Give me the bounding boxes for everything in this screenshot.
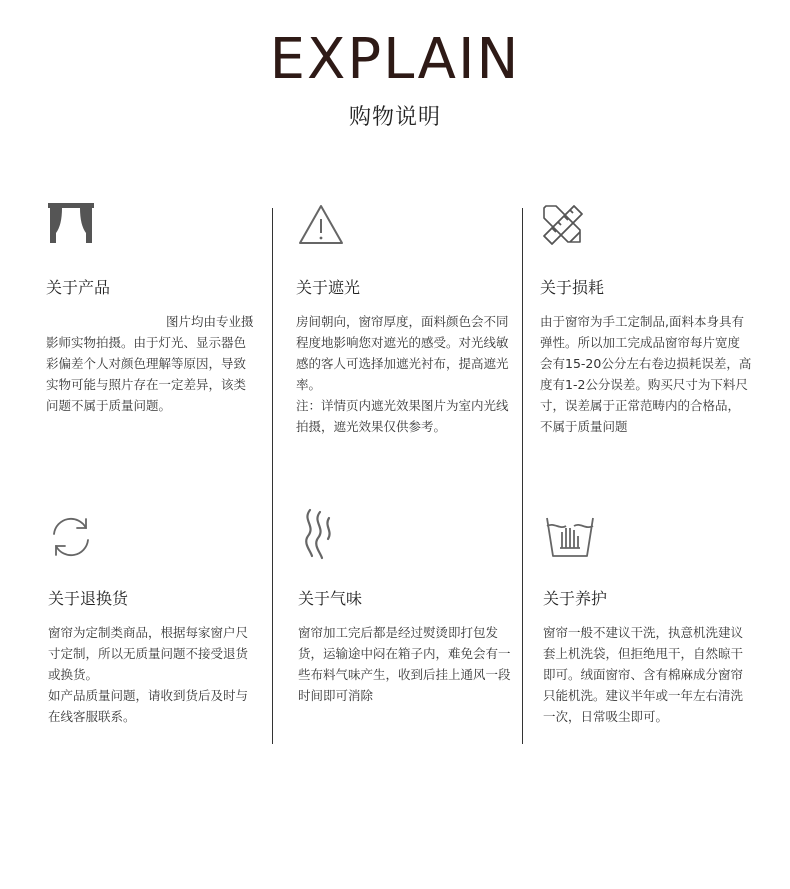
curtain-icon (48, 203, 94, 247)
column-divider (272, 208, 273, 744)
item-paragraph: 房间朝向，窗帘厚度，面料颜色会不同程度地影响您对遮光的感受。对光线敏感的客人可选择加遮光衬布，提高遮光率。 (296, 314, 509, 392)
item-paragraph: 图片均由专业摄影师实物拍摄。由于灯光、显示器色彩偏差个人对颜色理解等原因，导致实物可能与照片存在一定差异，该类问题不属于质量问题。 (46, 314, 254, 413)
item-paragraph: 窗帘为定制类商品，根据每家窗户尺寸定制，所以无质量问题不接受退货或换货。 (48, 625, 249, 682)
column-divider (522, 208, 523, 744)
item-body-return (48, 622, 260, 727)
item-paragraph: 如产品质量问题，请收到货后及时与在线客服联系。 (48, 688, 249, 724)
page-title: EXPLAIN (269, 27, 521, 92)
item-title-loss: 关于损耗 (540, 278, 605, 297)
item-title-product: 关于产品 (46, 278, 111, 297)
item-title-return: 关于退换货 (48, 589, 129, 608)
item-paragraph: 由于窗帘为手工定制品,面料本身具有弹性。所以加工完成品窗帘每片宽度会有15-20公分左右卷边损耗误差，高度有1-2公分误差。购买尺寸为下料尺寸，误差属于正常范畴内的合格品，不属于质量问题 (540, 314, 752, 434)
ruler-pencil-icon (540, 202, 586, 250)
item-paragraph: 注：详情页内遮光效果图片为室内光线拍摄，遮光效果仅供参考。 (296, 398, 509, 434)
item-body-loss (540, 311, 752, 437)
page-subtitle: 购物说明 (348, 105, 441, 130)
item-body-care (543, 622, 755, 727)
item-body-smell (298, 622, 512, 706)
item-paragraph: 窗帘一般不建议干洗，执意机洗建议套上机洗袋，但拒绝甩干，自然晾干即可。绒面窗帘、含有棉麻成分窗帘只能机洗。建议半年或一年左右清洗一次，日常吸尘即可。 (543, 625, 744, 724)
hand-wash-icon (544, 514, 596, 564)
item-title-care: 关于养护 (543, 589, 608, 608)
smell-icon (300, 506, 336, 564)
item-body-blackout (296, 311, 514, 437)
exchange-icon (48, 514, 94, 564)
warning-icon (297, 203, 345, 251)
item-paragraph: 窗帘加工完后都是经过熨烫即打包发货，运输途中闷在箱子内，难免会有一些布料气味产生，收到后挂上通风一段时间即可消除 (298, 625, 511, 703)
item-title-blackout: 关于遮光 (296, 278, 361, 297)
item-body-product (46, 311, 256, 416)
item-title-smell: 关于气味 (298, 589, 363, 608)
